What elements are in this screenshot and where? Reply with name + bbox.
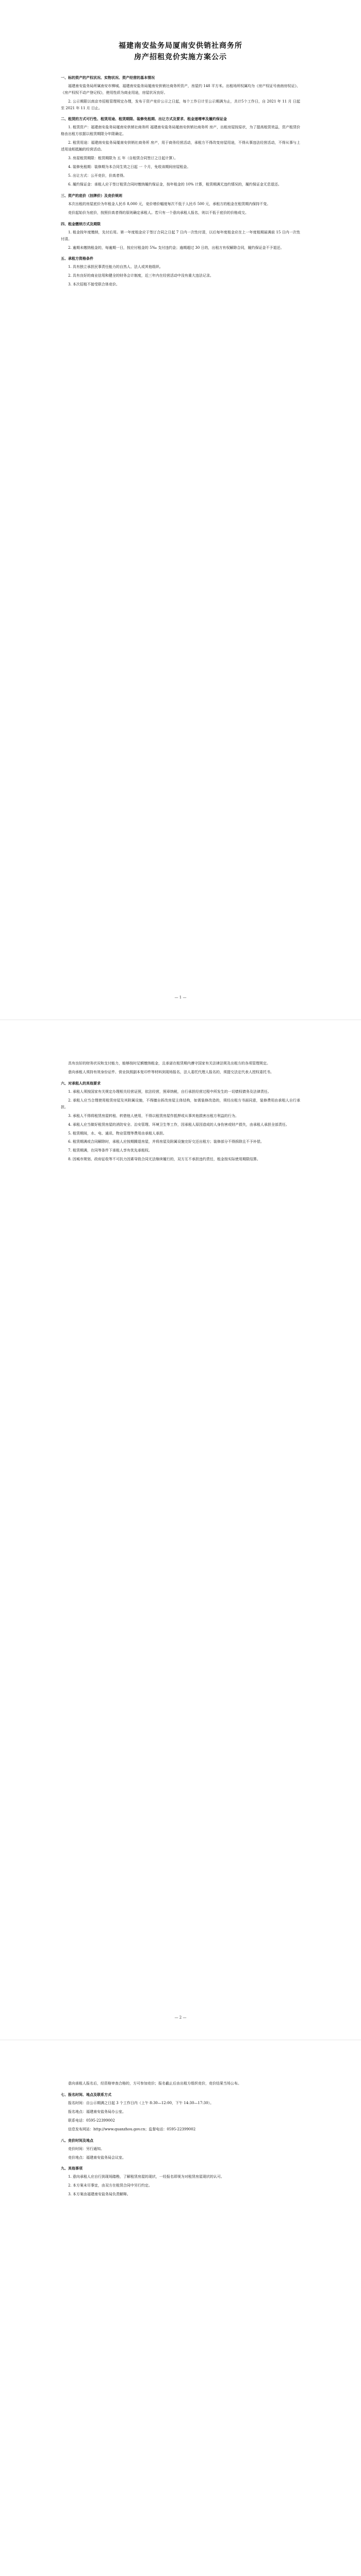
paragraph: 意向承租人须持有效身份证件、营业执照副本复印件等材料到现场报名，法人委托代理人报名的，须提交法定代表人授权委托书。	[68, 1070, 274, 1074]
paragraph: 3. 承租人不得将租赁房屋转租、转借他人使用，不得以租赁房屋作抵押或从事其他损害出租方利益的行为。	[68, 1113, 239, 1118]
paragraph: 2. 承租人应当合理使用租赁房屋及其附属设施，不得擅自拆改房屋主体结构，如需装修改造的，须经出租方书面同意，装修费用由承租人自行承担。	[61, 1098, 300, 1109]
paragraph: 1. 承租人须按国家有关规定办理相关经营证照，依法经营，照章纳税，自行承担经营过程中所发生的一切债权债务及法律责任。	[68, 1089, 271, 1094]
title-line-1: 福建南安盐务局厦南安供销社商务所	[119, 42, 242, 50]
paragraph: 本次出租的房屋底价为年租金人民币 8,000 元，竞价增价幅度每次不低于人民币 500 元，承租方的租金在租赁期内保持不变。	[68, 201, 271, 206]
paragraph: 3. 房屋租赁期限：租赁期限为 五 年（自租赁合同签订之日起计算）。	[68, 156, 178, 161]
paragraph: 1. 具有独立承担民事责任能力的自然人、法人或其他组织。	[68, 265, 163, 269]
paragraph: 1. 意向承租人应自行到现场踏勘，了解租赁房屋的现状，一经报名即视为对租赁房屋现状的认可。	[68, 2175, 224, 2179]
document-title	[61, 40, 300, 63]
paragraph: 4. 装修免租期：装修期为本合同生效之日起 一 个月，免收该期间房屋租金。	[68, 165, 191, 170]
document-page-3	[0, 2040, 361, 2576]
section-heading-6: 六、对承租人的其他要求	[61, 1080, 101, 1086]
paragraph: 2. 具有良好的商业信用和健全的财务会计制度，近三年内在经营活动中没有重大违法记录。	[68, 274, 214, 278]
section-heading-8: 八、竞价时间及地点	[61, 2138, 93, 2143]
paragraph: 2. 租赁用途：福建南安盐务局厦南安供销社商务所 房产，用于商务经营活动，承租方不得改变房屋用途，不得从事违法经营活动，不得从事与上述用途相抵触的经营活动。	[61, 141, 300, 152]
paragraph: 1. 租金按年度缴纳，先付后用。第一年度租金应于签订合同之日起 7 日内一次性付清，以后每年度租金应在上一年度租期届满前 15 日内一次性付清。	[61, 230, 300, 241]
paragraph: 2. 本方案未尽事宜，由双方在租赁合同中另行约定。	[68, 2183, 152, 2188]
paragraph: 6. 履约保证金：承租人应于签订租赁合同时缴纳履约保证金，按年租金的 10% 计算，租赁期满无违约情况的，履约保证金无息退还。	[68, 182, 282, 187]
paragraph: 2. 逾期未缴纳租金的，每逾期一日，按应付租金的 5‰ 支付违约金；逾期超过 30 日的，出租方有权解除合同，履约保证金不予退还。	[68, 245, 284, 250]
paragraph: 2. 公示期限以南京市招租管理规定办理，发布于资产竞价公示之日起，每个工作日计至公示期满为止，共计5个工作日，自 2021 年 11 月 日起至 2021 年 11 月 日止。	[61, 99, 300, 110]
paragraph: 报名时间：自公示期满之日起 3 个工作日内（上午 8:30—12:00，下午 14:30—17:30）。	[68, 2100, 214, 2105]
paragraph: 4. 承租人应当做好租赁房屋的消防安全、治安管理、环境卫生等工作，因承租人原因造成的人身伤害或财产损失，由承租人承担全部责任。	[68, 1122, 289, 1127]
paragraph: 1. 租赁资产：福建南安盐务局厦南安供销社商务所 福建南安盐务局厦南安供销社商务所 房产，出租房屋按原状，为了提高租赁效益，资产租赁价格由出租方依据以租赁期限分年限确定。	[61, 125, 300, 137]
paragraph: 6. 租赁期满或合同解除时，承租人应按期腾退房屋，并将房屋及附属设施完好交还出租方；装修部分不得拆除且不予补偿。	[68, 1140, 264, 1144]
paragraph: 7. 租赁期满，在同等条件下承租人享有优先承租权。	[68, 1148, 152, 1153]
document-page-2	[0, 1020, 361, 2040]
paragraph: 信息发布网站：http://www.quanzhou.gov.cn；监督电话：0595-22399002	[68, 2127, 196, 2131]
section-heading-4: 四、租金缴纳方式及期限	[61, 221, 101, 226]
paragraph: 8. 因城市规划、政府征收等不可抗力因素导致合同无法继续履行的，双方互不承担违约责任，租金按实际使用期限结算。	[68, 1157, 260, 1162]
page-number: — 1 —	[174, 995, 187, 1000]
section-heading-1: 一、标的资产的产权状况、实物状况、资产经营的基本情况	[61, 75, 155, 80]
paragraph: 5. 出让方式：公开竞价，价高者得。	[68, 174, 127, 178]
page-number: — 2 —	[174, 2015, 187, 2020]
paragraph: 福建南安盐务局所属南安市柳城、福建南安盐务局厦南安供销社商务所资产，房屋约 148 平方米。出租场所权属均为《房产权证号南南房权证》、《房产权权不动产登记权》，使用性质为商业用途，房屋状况良好。	[61, 83, 300, 95]
section-heading-3: 三、资产的底价（挂牌价）及竞价规则	[61, 193, 122, 198]
section-heading-7: 七、报名时间、地点及联系方式	[61, 2092, 111, 2097]
section-heading-2: 二、租赁的方式可行性、租赁用途、租赁期限、装修免租期、出让方式及要求、租金递增率及履约保证金	[61, 116, 227, 122]
paragraph: 5. 租赁期间，水、电、通讯、物业管理等费用由承租人承担。	[68, 1131, 167, 1136]
paragraph: 意向承租人报名后，经资格审查合格的，方可参加竞价；报名截止后由出租方组织竞价，竞价结果当场公布。	[68, 2081, 241, 2086]
document-page-1	[0, 0, 361, 1020]
section-heading-5: 五、承租方资格条件	[61, 256, 93, 261]
title-line-2: 房产招租竞价实施方案公示	[134, 53, 227, 62]
paragraph: 联系电话：0595-22399002	[68, 2118, 115, 2123]
section-heading-9: 九、其他事项	[61, 2166, 83, 2171]
paragraph: 报名地点：福建南安盐务局办公室。	[68, 2109, 126, 2114]
paragraph: 具有良好的财务状况和支付能力，能够按时足额缴纳租金，且承诺在租赁期内遵守国家有关法律法规及出租方的各项管理规定。	[68, 1061, 270, 1065]
paragraph: 3. 本次招租不接受联合体竞价。	[68, 282, 120, 287]
paragraph: 竞价时间：另行通知。	[68, 2146, 104, 2151]
paragraph: 竞价起始价为底价，按照价高者得的原则确定承租人。若只有一个意向承租人报名，则以不低于底价的价格成交。	[68, 210, 249, 215]
paragraph: 3. 本方案由福建南安盐务局负责解释。	[68, 2192, 130, 2197]
paragraph: 竞价地点：福建南安盐务局会议室。	[68, 2155, 126, 2160]
